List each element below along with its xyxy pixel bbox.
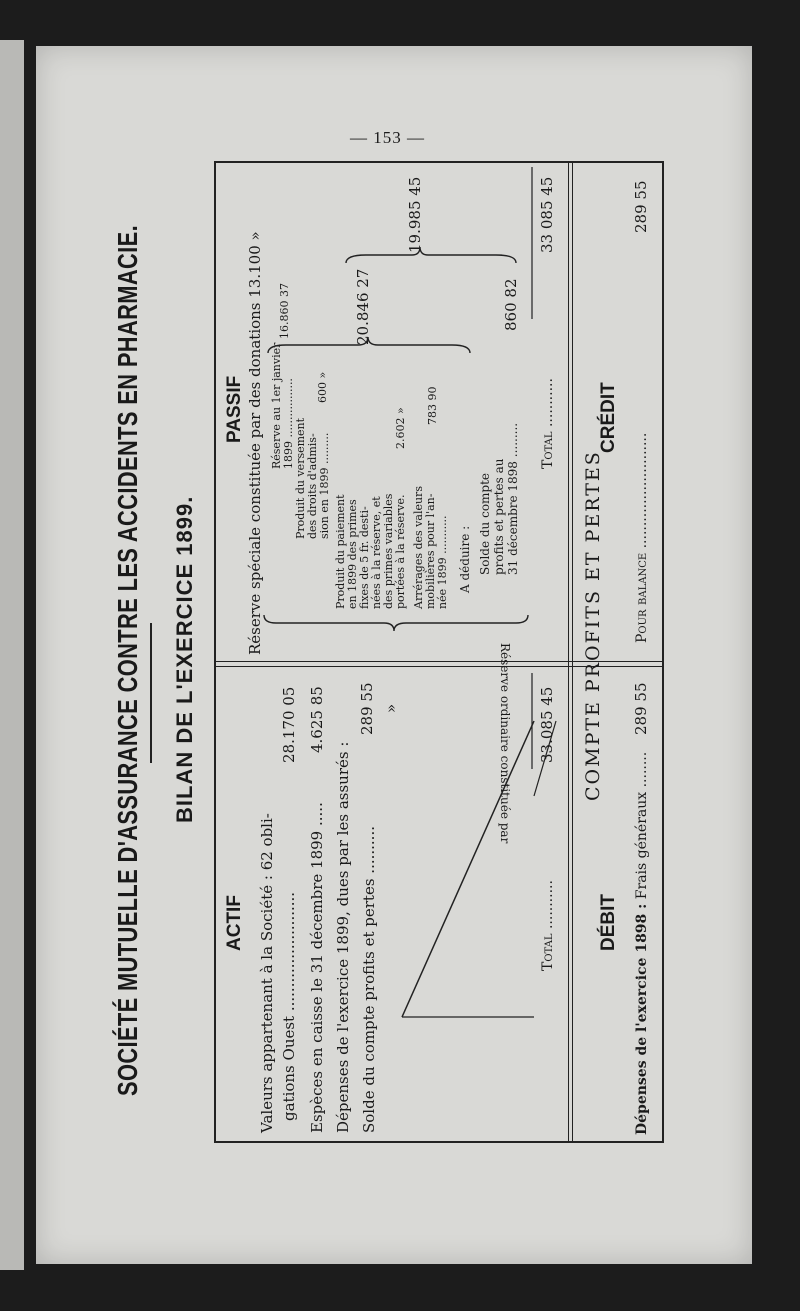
passif-item-2-amt: 600 »	[316, 371, 329, 403]
statement-frame	[214, 161, 664, 1143]
actif-row-4-label: Solde du compte profits et pertes ..........	[360, 826, 378, 1133]
passif-item-4-amt: 783 90	[426, 386, 439, 425]
reserve-speciale: Réserve spéciale constituée par des donations 13.100 »	[246, 231, 264, 655]
passif-item-4-l2: mobilières pour l'an-	[424, 493, 437, 609]
section-rule-2	[572, 163, 573, 1141]
passif-item-3-l3: fixes de 5 fr. desti-	[358, 506, 371, 609]
solde-l1: Solde du compte	[478, 472, 492, 575]
passif-net: 19.985 45	[406, 176, 424, 253]
passif-item-2-l2: des droits d'admis-	[306, 433, 319, 539]
passif-item-3-l5: des primes variables	[382, 493, 395, 609]
page-title: SOCIÉTÉ MUTUELLE D'ASSURANCE CONTRE LES ACCIDENTS EN PHARMACIE.	[112, 224, 143, 1096]
passif-braces	[216, 161, 566, 1141]
a-deduire-label: A déduire :	[458, 525, 472, 593]
passif-item-1-l1: Réserve au 1er janvier	[270, 342, 283, 469]
compte-title: COMPTE PROFITS ET PERTES	[582, 450, 604, 801]
debit-credit-divider	[624, 666, 662, 667]
credit-header: CRÉDIT	[598, 382, 619, 453]
actif-row-2-amount: 4.625 85	[308, 686, 326, 753]
passif-item-3-l2: en 1899 des primes	[346, 499, 359, 609]
solde-amount: 860 82	[502, 278, 520, 331]
reserve-ordinaire-text: Réserve ordinaire constituée par	[498, 643, 512, 844]
actif-row-4-amount: »	[382, 703, 400, 713]
actif-header: ACTIF	[224, 895, 245, 951]
passif-header: PASSIF	[224, 375, 245, 443]
passif-item-3-l1: Produit du paiement	[334, 494, 347, 609]
page-number: — 153 —	[350, 128, 425, 147]
passif-item-2-l1: Produit du versement	[294, 417, 307, 539]
debit-line	[634, 752, 650, 1135]
passif-total-label: Total ...........	[540, 378, 556, 469]
passif-item-2-l3: sion en 1899 .........	[318, 432, 331, 539]
solde-l3: 31 décembre 1898 .........	[506, 422, 520, 575]
actif-total-label: Total ...........	[540, 880, 556, 971]
solde-l2: profits et pertes au	[492, 458, 506, 575]
debit-credit-divider-2	[624, 661, 662, 662]
passif-subtotal: 20.846 27	[354, 268, 372, 345]
passif-total-amount: 33 085 45	[538, 176, 556, 253]
actif-row-3-label: Dépenses de l'exercice 1899, dues par les assurés :	[334, 741, 352, 1133]
actif-total-amount: 33.085 45	[538, 686, 556, 763]
page-subtitle: BILAN DE L'EXERCICE 1899.	[172, 495, 197, 823]
passif-item-3-amt: 2.602 »	[394, 407, 407, 449]
passif-item-1-l2: 1899 .................	[282, 378, 295, 469]
passif-item-4-l3: née 1899 ...........	[436, 515, 449, 609]
passif-item-1-amt: 16.860 37	[278, 283, 291, 339]
debit-line-rest: Frais généraux ........	[634, 751, 650, 904]
credit-amount: 289 55	[632, 180, 650, 233]
actif-row-1-label: Valeurs appartenant à la Société : 62 obli-	[258, 813, 276, 1133]
title-rule	[150, 623, 152, 763]
section-rule	[568, 163, 569, 1141]
actif-row-1-label-cont: gations Ouest .........................	[280, 891, 298, 1121]
actif-row-3-amount: 289 55	[358, 682, 376, 735]
actif-row-1-amount: 28.170 05	[280, 686, 298, 763]
actif-row-2-label: Espèces en caisse le 31 décembre 1899 .....	[308, 802, 326, 1133]
debit-line-bold: Dépenses de l'exercice 1898 :	[634, 903, 650, 1135]
passif-item-3-l4: nées à la réserve, et	[370, 496, 383, 609]
passif-item-4-l1: Arrérages des valeurs	[412, 486, 425, 609]
debit-header: DÉBIT	[598, 894, 619, 951]
debit-amount: 289 55	[632, 682, 650, 735]
credit-line: Pour balance ..........................	[634, 432, 650, 643]
passif-item-3-l6: portées à la réserve.	[394, 494, 407, 609]
